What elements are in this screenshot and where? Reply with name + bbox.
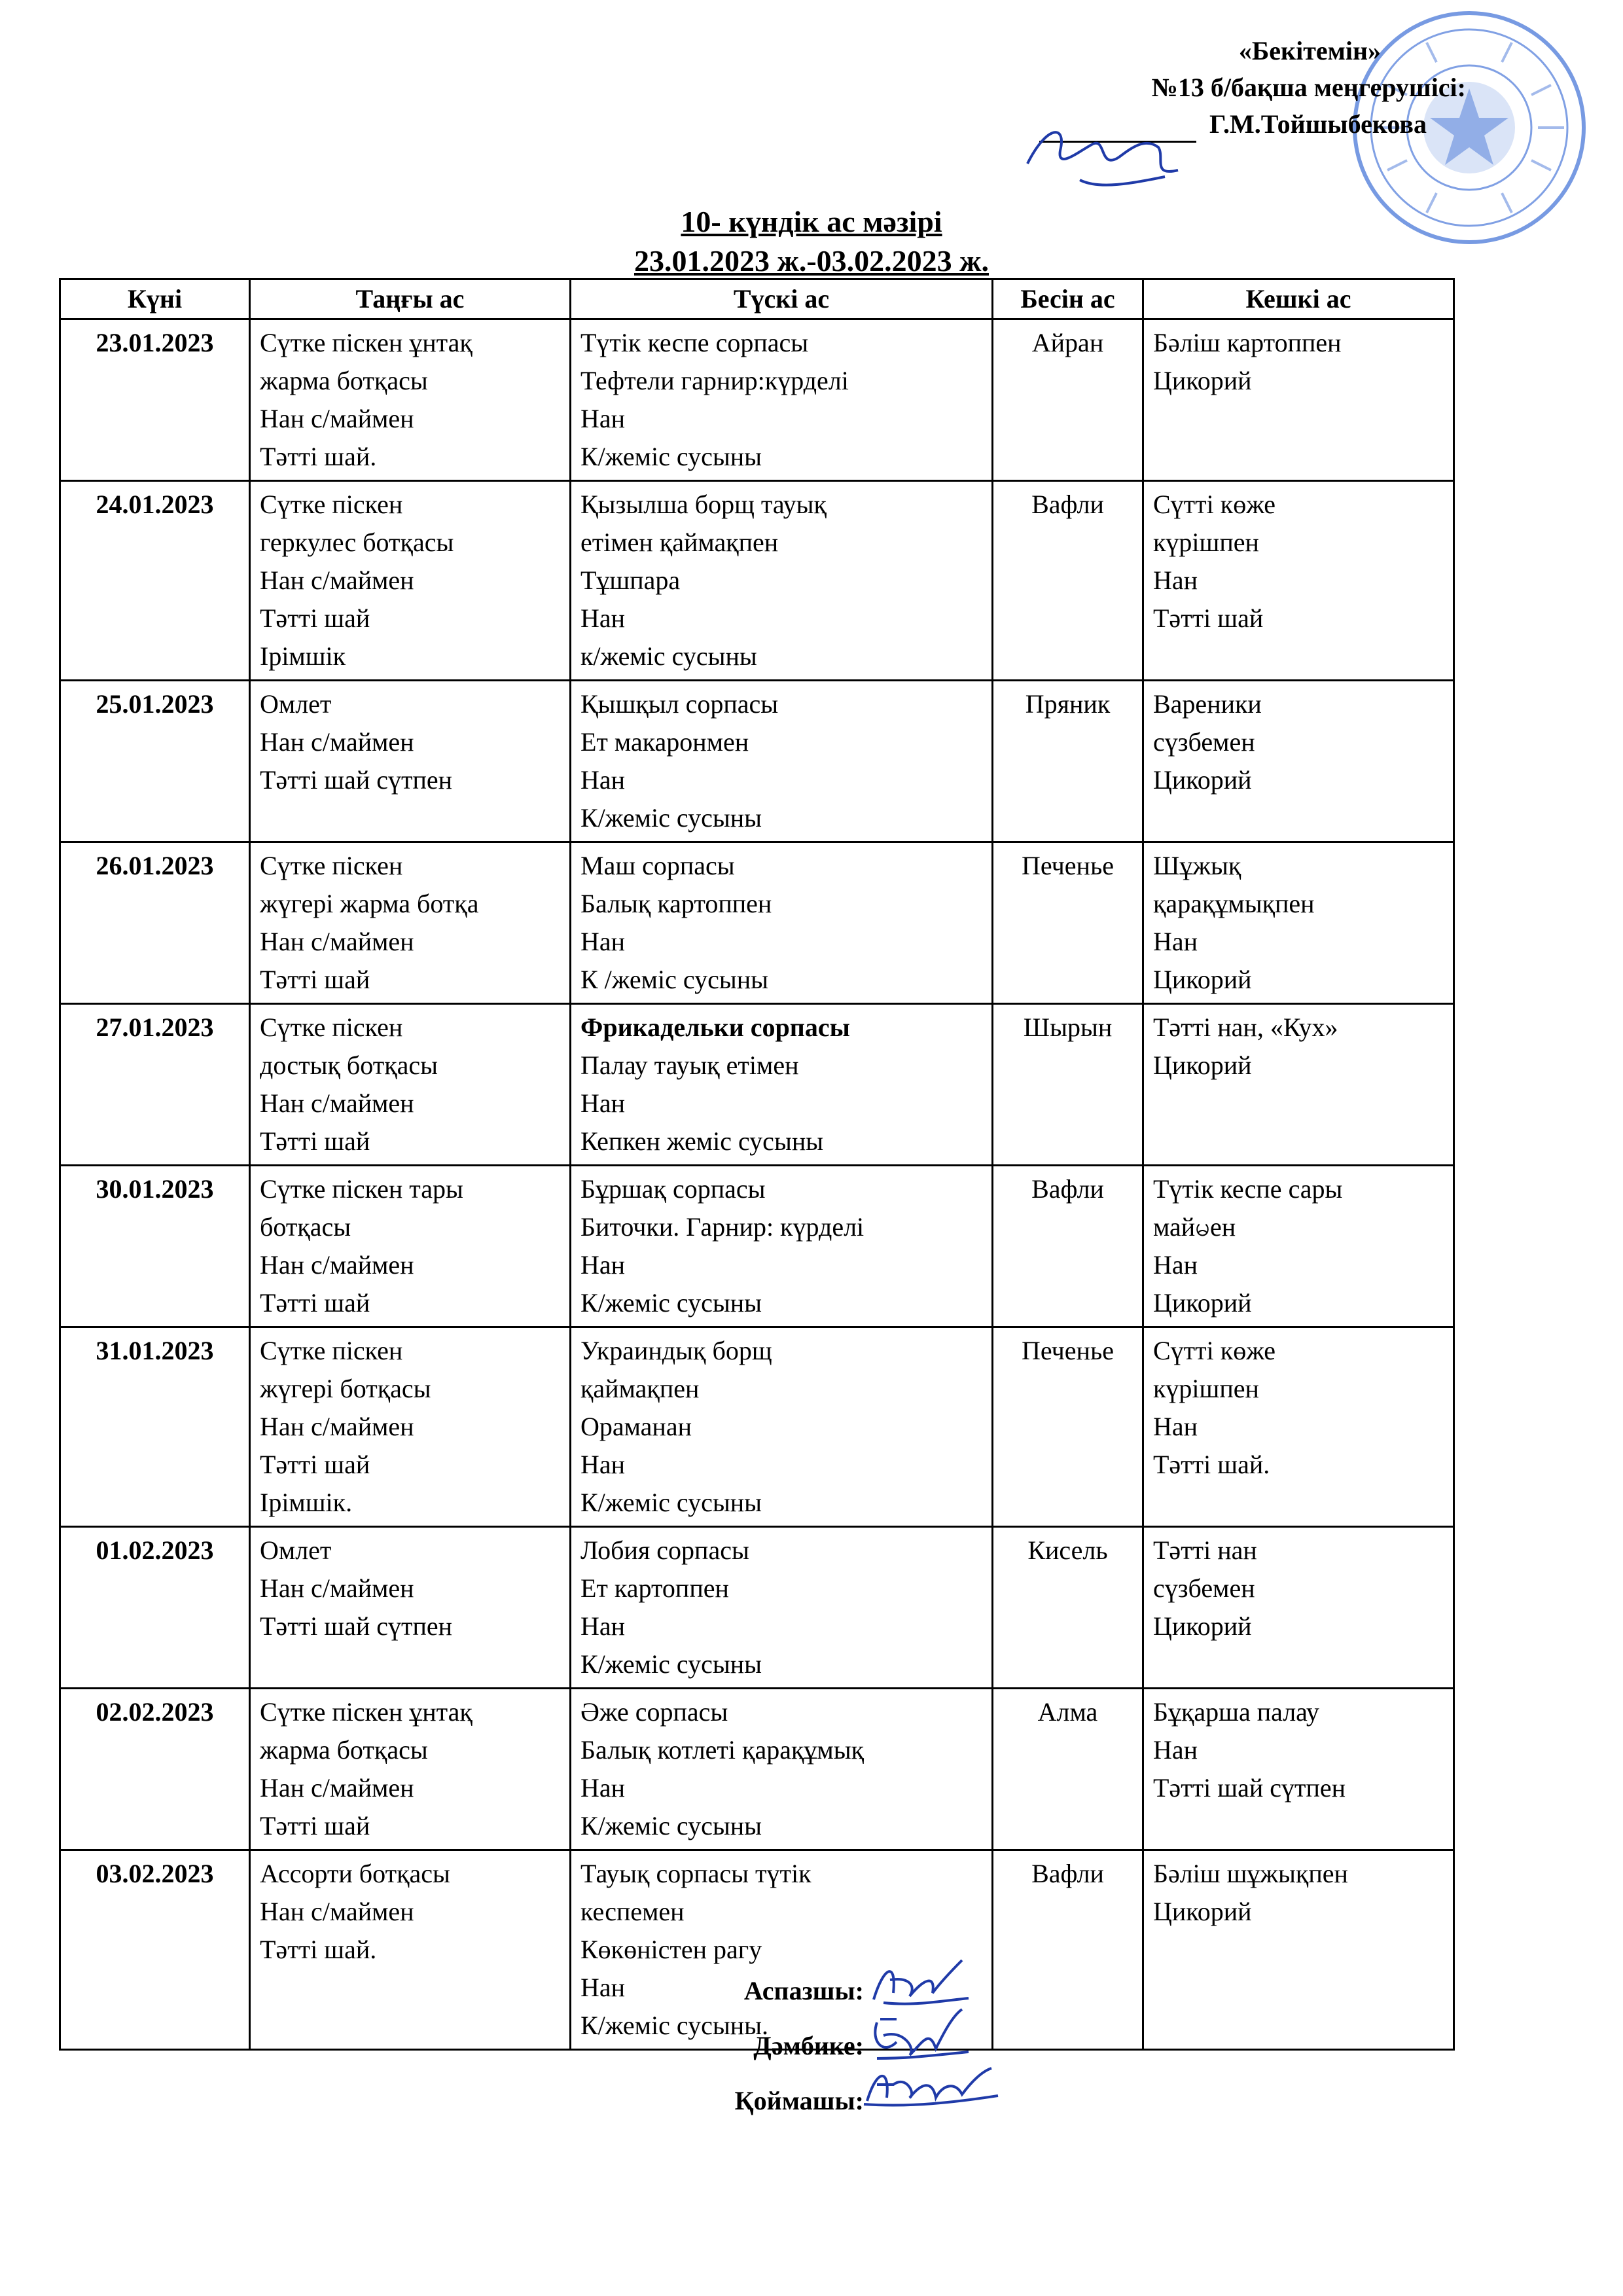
breakfast-item: Ассорти ботқасы [260, 1859, 450, 1888]
lunch-item: Лобия сорпасы [580, 1535, 749, 1565]
table-row [60, 1689, 1454, 1850]
breakfast-item: Сүтке піскен [260, 1336, 403, 1365]
breakfast-item: жарма ботқасы [260, 1735, 428, 1765]
breakfast-cell [250, 1166, 571, 1327]
dinner-item: Тәтті нан, «Кух» [1153, 1013, 1338, 1042]
snack-cell: Алма [993, 1689, 1143, 1850]
breakfast-item: Тәтті шай. [260, 442, 377, 471]
dinner-cell [1143, 1850, 1454, 2050]
date-cell: 23.01.2023 [60, 319, 250, 481]
lunch-item: Нан [580, 404, 626, 433]
breakfast-item: Тәтті шай [260, 1450, 370, 1479]
dinner-item: Нан [1153, 565, 1198, 595]
breakfast-item: Тәтті шай [260, 603, 370, 633]
dinner-cell [1143, 1689, 1454, 1850]
snack-cell: Вафли [993, 1850, 1143, 2050]
breakfast-item: Нан с/маймен [260, 1773, 414, 1803]
lunch-cell [571, 1527, 993, 1689]
breakfast-item: Нан с/маймен [260, 1897, 414, 1926]
lunch-cell [571, 319, 993, 481]
menu-period-text: 23.01.2023 ж.-03.02.2023 ж. [633, 244, 990, 278]
dinner-cell [1143, 1527, 1454, 1689]
lunch-item: Ет картоппен [580, 1573, 729, 1603]
breakfast-item: Омлет [260, 689, 332, 719]
snack-cell: Пряник [993, 681, 1143, 842]
dinner-item: сүзбемен [1153, 727, 1255, 757]
approval-name: Г.М.Тойшыбекова [1209, 109, 1427, 139]
lunch-cell [571, 1004, 993, 1166]
lunch-item: К/жеміс сусыны. [580, 2011, 768, 2040]
breakfast-item: Сүтке піскен [260, 851, 403, 880]
breakfast-item: жүгері жарма ботқа [260, 889, 479, 918]
dinner-item: Шұжық [1153, 851, 1241, 880]
lunch-cell [571, 842, 993, 1004]
lunch-item: К/жеміс сусыны [580, 442, 762, 471]
col-header-dinner: Кешкі ас [1143, 279, 1454, 319]
dinner-item: Тәтті шай. [1153, 1450, 1270, 1479]
col-header-breakfast: Таңғы ас [250, 279, 571, 319]
lunch-item: Фрикадельки сорпасы [580, 1013, 850, 1042]
breakfast-item: Нан с/маймен [260, 565, 414, 595]
staff-signatures [0, 1964, 864, 2128]
dinner-cell [1143, 319, 1454, 481]
breakfast-item: жүгері ботқасы [260, 1374, 431, 1403]
lunch-item: Әже сорпасы [580, 1697, 728, 1727]
dinner-item: Цикорий [1153, 366, 1252, 395]
dinner-cell [1143, 1166, 1454, 1327]
lunch-item: Балық картоппен [580, 889, 772, 918]
table-row [60, 1527, 1454, 1689]
table-row [60, 481, 1454, 681]
lunch-item: Қышқыл сорпасы [580, 689, 779, 719]
dinner-item: күрішпен [1153, 1374, 1259, 1403]
dinner-item: Бәліш картоппен [1153, 328, 1342, 357]
lunch-cell [571, 1689, 993, 1850]
approval-heading: «Бекітемін» [1238, 36, 1381, 65]
dinner-cell [1143, 481, 1454, 681]
lunch-item: Нан [580, 1973, 626, 2002]
table-row [60, 319, 1454, 481]
date-cell: 24.01.2023 [60, 481, 250, 681]
dinner-item: Цикорий [1153, 1288, 1252, 1318]
table-row [60, 681, 1454, 842]
col-header-snack: Бесін ас [993, 279, 1143, 319]
date-cell: 27.01.2023 [60, 1004, 250, 1166]
dinner-item: Цикорий [1153, 1897, 1252, 1926]
snack-cell: Айран [993, 319, 1143, 481]
lunch-item: Ораманан [580, 1412, 692, 1441]
lunch-item: Көкөністен рагу [580, 1935, 762, 1964]
breakfast-item: Тәтті шай [260, 1811, 370, 1840]
date-cell: 01.02.2023 [60, 1527, 250, 1689]
menu-title-text: 10- күндік ас мәзірі [681, 205, 942, 238]
lunch-item: Ет макаронмен [580, 727, 749, 757]
date-cell: 25.01.2023 [60, 681, 250, 842]
menu-table [59, 278, 1455, 2051]
snack-cell: Печенье [993, 1327, 1143, 1527]
col-header-lunch: Түскі ас [571, 279, 993, 319]
dinner-cell [1143, 681, 1454, 842]
dinner-item: Нан [1153, 927, 1198, 956]
dinner-item: Цикорий [1153, 965, 1252, 994]
lunch-item: К/жеміс сусыны [580, 1488, 762, 1517]
lunch-cell [571, 681, 993, 842]
lunch-cell [571, 1327, 993, 1527]
dinner-item: Тәтті шай [1153, 603, 1264, 633]
lunch-item: Түтік кеспе сорпасы [580, 328, 809, 357]
col-header-date: Күні [60, 279, 250, 319]
breakfast-cell [250, 1004, 571, 1166]
date-cell: 03.02.2023 [60, 1850, 250, 2050]
breakfast-item: Нан с/маймен [260, 1573, 414, 1603]
lunch-item: К /жеміс сусыны [580, 965, 768, 994]
table-row [60, 1166, 1454, 1327]
lunch-item: к/жеміс сусыны [580, 641, 757, 671]
dinner-item: сүзбемен [1153, 1573, 1255, 1603]
lunch-item: Бұршақ сорпасы [580, 1174, 766, 1204]
breakfast-item: Ірімшік [260, 641, 346, 671]
breakfast-item: достық ботқасы [260, 1050, 438, 1080]
snack-cell: Вафли [993, 1166, 1143, 1327]
lunch-item: К/жеміс сусыны [580, 1811, 762, 1840]
lunch-item: Тефтели гарнир:күрделі [580, 366, 849, 395]
dinner-item: Цикорий [1153, 1050, 1252, 1080]
breakfast-item: Тәтті шай [260, 1288, 370, 1318]
lunch-cell [571, 1166, 993, 1327]
breakfast-cell [250, 681, 571, 842]
breakfast-item: жарма ботқасы [260, 366, 428, 395]
dinner-cell [1143, 1327, 1454, 1527]
lunch-item: Нан [580, 603, 626, 633]
storekeeper-signature [857, 2055, 1001, 2114]
dinner-item: майမен [1153, 1212, 1236, 1242]
breakfast-cell [250, 1527, 571, 1689]
breakfast-item: Тәтті шай. [260, 1935, 377, 1964]
breakfast-item: Нан с/маймен [260, 404, 414, 433]
dinner-item: Цикорий [1153, 1611, 1252, 1641]
lunch-item: Нан [580, 927, 626, 956]
lunch-cell [571, 481, 993, 681]
lunch-item: Балық котлеті қарақұмық [580, 1735, 865, 1765]
lunch-item: Тауық сорпасы түтік [580, 1859, 812, 1888]
table-row [60, 1327, 1454, 1527]
dinner-item: Вареники [1153, 689, 1262, 719]
dinner-item: Түтік кеспе сары [1153, 1174, 1343, 1204]
breakfast-item: Сүтке піскен [260, 1013, 403, 1042]
dinner-item: Бәліш шұжықпен [1153, 1859, 1348, 1888]
dinner-item: Нан [1153, 1735, 1198, 1765]
snack-cell: Печенье [993, 842, 1143, 1004]
approval-position: №13 б/бақша меңгерушісі: [1151, 73, 1466, 102]
lunch-item: Нан [580, 1611, 626, 1641]
breakfast-item: Сүтке піскен [260, 490, 403, 519]
lunch-item: кеспемен [580, 1897, 685, 1926]
dinner-item: Тәтті нан [1153, 1535, 1257, 1565]
dinner-cell [1143, 1004, 1454, 1166]
breakfast-item: Сүтке піскен ұнтақ [260, 1697, 473, 1727]
breakfast-cell [250, 842, 571, 1004]
date-cell: 02.02.2023 [60, 1689, 250, 1850]
breakfast-item: ботқасы [260, 1212, 351, 1242]
breakfast-cell [250, 1689, 571, 1850]
snack-cell: Кисель [993, 1527, 1143, 1689]
lunch-item: Нан [580, 1450, 626, 1479]
menu-period [0, 243, 1623, 278]
storekeeper-label: Қоймашы: [734, 2086, 864, 2115]
breakfast-item: геркулес ботқасы [260, 528, 454, 557]
dinner-item: Нан [1153, 1412, 1198, 1441]
lunch-item: қаймақпен [580, 1374, 700, 1403]
dinner-item: Нан [1153, 1250, 1198, 1280]
date-cell: 30.01.2023 [60, 1166, 250, 1327]
director-signature [1021, 111, 1191, 196]
breakfast-item: Тәтті шай сүтпен [260, 1611, 453, 1641]
breakfast-item: Ірімшік. [260, 1488, 353, 1517]
dinner-item: Сүтті көже [1153, 490, 1276, 519]
lunch-item: Биточки. Гарнир: күрделі [580, 1212, 865, 1242]
snack-cell: Шырын [993, 1004, 1143, 1166]
lunch-item: Нан [580, 1250, 626, 1280]
dinner-item: күрішпен [1153, 528, 1259, 557]
lunch-item: К/жеміс сусыны [580, 1649, 762, 1679]
breakfast-item: Нан с/маймен [260, 1250, 414, 1280]
date-cell: 26.01.2023 [60, 842, 250, 1004]
breakfast-cell [250, 319, 571, 481]
lunch-item: Нан [580, 1773, 626, 1803]
menu-title [0, 204, 1623, 239]
breakfast-item: Сүтке піскен тары [260, 1174, 463, 1204]
lunch-item: К/жеміс сусыны [580, 803, 762, 833]
nurse-signature [864, 2003, 975, 2062]
lunch-item: К/жеміс сусыны [580, 1288, 762, 1318]
dinner-item: Тәтті шай сүтпен [1153, 1773, 1346, 1803]
lunch-item: Палау тауық етімен [580, 1050, 799, 1080]
breakfast-item: Сүтке піскен ұнтақ [260, 328, 473, 357]
lunch-item: Украиндық борщ [580, 1336, 772, 1365]
breakfast-item: Тәтті шай сүтпен [260, 765, 453, 795]
breakfast-item: Нан с/маймен [260, 927, 414, 956]
dinner-item: қарақұмықпен [1153, 889, 1315, 918]
nurse-label: Дәмбике: [753, 2031, 864, 2060]
breakfast-item: Тәтті шай [260, 965, 370, 994]
table-header-row [60, 279, 1454, 319]
dinner-cell [1143, 842, 1454, 1004]
breakfast-item: Омлет [260, 1535, 332, 1565]
lunch-item: Маш сорпасы [580, 851, 735, 880]
table-row [60, 842, 1454, 1004]
lunch-item: Тұшпара [580, 565, 681, 595]
breakfast-item: Нан с/маймен [260, 1412, 414, 1441]
lunch-item: Нан [580, 1088, 626, 1118]
cook-label: Аспазшы: [743, 1976, 864, 2005]
lunch-item: Қызылша борщ тауық [580, 490, 827, 519]
breakfast-item: Нан с/маймен [260, 1088, 414, 1118]
lunch-item: Нан [580, 765, 626, 795]
snack-cell: Вафли [993, 481, 1143, 681]
breakfast-item: Нан с/маймен [260, 727, 414, 757]
dinner-item: Цикорий [1153, 765, 1252, 795]
dinner-item: Бұқарша палау [1153, 1697, 1319, 1727]
lunch-item: Кепкен жеміс сусыны [580, 1126, 824, 1156]
breakfast-cell [250, 1327, 571, 1527]
breakfast-item: Тәтті шай [260, 1126, 370, 1156]
date-cell: 31.01.2023 [60, 1327, 250, 1527]
breakfast-cell [250, 481, 571, 681]
lunch-item: етімен қаймақпен [580, 528, 779, 557]
table-row [60, 1004, 1454, 1166]
dinner-item: Сүтті көже [1153, 1336, 1276, 1365]
